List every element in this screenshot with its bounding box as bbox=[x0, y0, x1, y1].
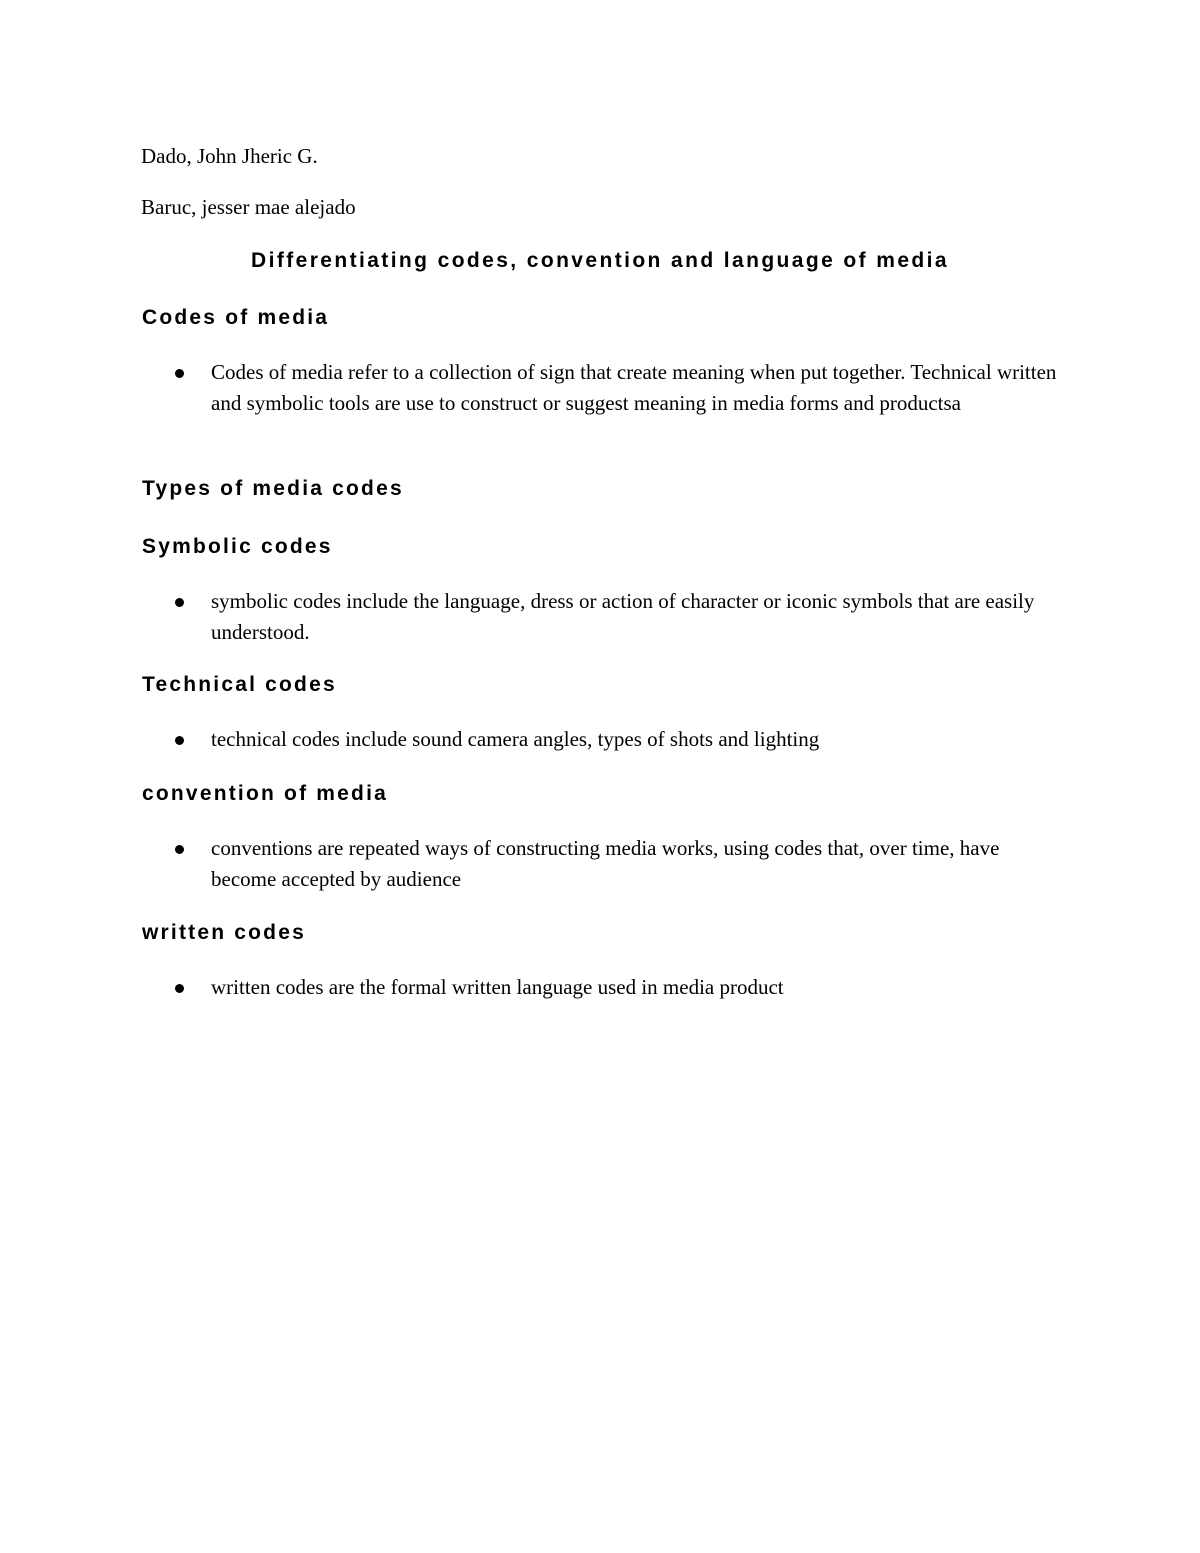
bullet-text: technical codes include sound camera angles, types of shots and lighting bbox=[211, 727, 820, 751]
bullet-text: symbolic codes include the language, dress or action of character or iconic symbols that are easily understood. bbox=[211, 589, 1035, 644]
bullet-icon bbox=[175, 736, 184, 745]
bullet-text: written codes are the formal written language used in media product bbox=[211, 975, 784, 999]
bullet-text: Codes of media refer to a collection of sign that create meaning when put together. Technical written and symbolic tools are use to construct or suggest meaning in media forms and productsa bbox=[211, 360, 1057, 415]
bullet-icon bbox=[175, 369, 184, 378]
bullet-icon bbox=[175, 598, 184, 607]
document-title: Differentiating codes, convention and language of media bbox=[251, 249, 949, 272]
section-heading-types-of-media-codes: Types of media codes bbox=[142, 477, 404, 500]
author-name-2: Baruc, jesser mae alejado bbox=[141, 195, 356, 219]
section-heading-codes-of-media: Codes of media bbox=[142, 306, 330, 329]
section-heading-symbolic-codes: Symbolic codes bbox=[142, 535, 333, 558]
author-name-1: Dado, John Jheric G. bbox=[141, 144, 318, 168]
section-heading-written-codes: written codes bbox=[142, 921, 306, 944]
bullet-icon bbox=[175, 845, 184, 854]
section-heading-convention-of-media: convention of media bbox=[142, 782, 388, 805]
section-heading-technical-codes: Technical codes bbox=[142, 673, 337, 696]
bullet-icon bbox=[175, 984, 184, 993]
bullet-text: conventions are repeated ways of constructing media works, using codes that, over time, have become accepted by audience bbox=[211, 836, 1000, 891]
